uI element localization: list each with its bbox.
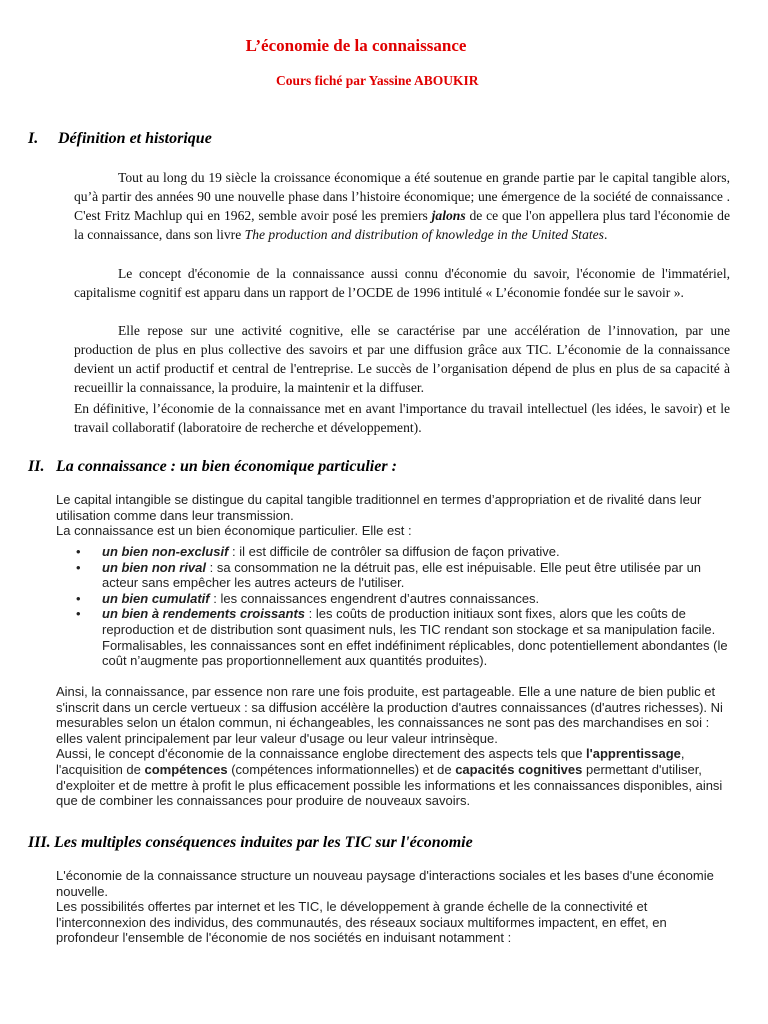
intro-text: Le capital intangible se distingue du capital tangible traditionnel en termes d’appropriation et de rivalité dans leur utilisation comme dans leur transmission. — [56, 492, 702, 523]
paragraph-text: Aussi, le concept d'économie de la connaissance englobe directement des aspects tels que — [56, 746, 587, 762]
bold-term-capacites: capacités cognitives — [455, 761, 583, 777]
paragraph-text: Le concept d'économie de la connaissance aussi connu d'économie du savoir, l'économie de l'immatériel, capitalisme cognitif est apparu dans un rapport de l’OCDE de 1996 intitulé « L’économie fondée sur le savoir ». — [74, 266, 730, 300]
list-item-text: : les coûts de production initiaux sont fixes, alors que les coûts de reproduction et de distribution sont quasiment nuls, les TIC rendant son stockage et sa manipulation facile. Formalisables, les connaissances sont en effet indéfiniment réplicables, donc potentiellement abondantes (le coût n’augmente pas proportionnellement aux quantités produites). — [102, 606, 728, 669]
emphasis-jalons: jalons — [431, 208, 466, 223]
section-2-heading — [28, 458, 397, 476]
section-3-heading — [28, 834, 473, 852]
list-item — [56, 591, 730, 607]
bullet-icon: • — [76, 544, 81, 559]
bullet-icon: • — [76, 590, 81, 606]
list-item-text: : il est difficile de contrôler sa diffusion de façon privative. — [228, 544, 560, 559]
list-item-term: un bien cumulatif — [102, 590, 210, 606]
list-item-term: un bien non rival — [102, 559, 207, 575]
section-1-title: Définition et historique — [58, 130, 212, 147]
list-item — [56, 606, 730, 668]
paragraph-text: de ce que l'on appellera plus tard l'économie de la connaissance, dans son livre — [74, 208, 731, 242]
list-item-text: : sa consommation ne la détruit pas, elle est inépuisable. Elle peut être utilisée par un acteur sans empêcher les autres acteurs de l'utiliser. — [102, 559, 702, 591]
paragraph-text: (compétences informationnelles) et de — [227, 761, 456, 777]
paragraph-text: Ainsi, la connaissance, par essence non rare une fois produite, est partageable. Elle a une nature de bien public et s'inscrit dans un cercle vertueux : sa diffusion accélère la production d'autres connaissances (d'autres richesses). Ni mesurables selon un étalon commun, ni échangeables, les connaissances ne sont pas des marchandises en soi : elles valent principalement par leur valeur d'usage ou leur valeur intrinsèque. — [56, 684, 723, 746]
characteristics-list — [56, 544, 730, 669]
bullet-icon: • — [76, 559, 81, 575]
paragraph-text: permettant d'utiliser, d'exploiter et de mettre à profit le plus efficacement possible les informations et les connaissances disponibles, ainsi que de combiner les connaissances pour produire de nouveaux savoirs. — [56, 761, 723, 809]
document-title: L’économie de la connaissance — [245, 36, 467, 55]
paragraph-text: Les possibilités offertes par internet et les TIC, le développement à grande échelle de la connectivité et l'interconnexion des individus, des communautés, des réseaux sociaux multiformes impactent, en effet, en profondeur l'ensemble de l'économie de nos sociétés en induisant notamment : — [56, 899, 667, 946]
section-1-paragraph-3 — [74, 321, 730, 397]
section-2-number: II. — [28, 458, 45, 475]
paragraph-text: , l'acquisition de — [56, 746, 685, 777]
paragraph-text: Elle repose sur une activité cognitive, elle se caractérise par une accélération de l’innovation, par une production de plus en plus collective des savoirs et par une diffusion grâce aux TIC. L’économie de la connaissance devient un actif productif et central de l'entreprise. Le succès de l’organisation dépend de plus en plus de sa capacité à recueillir la connaissance, la produire, la maintenir et la diffuser. — [74, 323, 730, 395]
section-1-paragraph-1 — [74, 168, 730, 244]
document-subtitle: Cours fiché par Yassine ABOUKIR — [276, 73, 479, 88]
section-3-body — [56, 868, 730, 946]
paragraph-text: En définitive, l’économie de la connaissance met en avant l'importance du travail intellectuel (les idées, le savoir) et le travail collaboratif (laboratoire de recherche et développement). — [74, 401, 730, 435]
paragraph-text: . — [603, 227, 608, 242]
intro-text: La connaissance est un bien économique particulier. Elle est : — [56, 523, 412, 539]
list-item-term: un bien à rendements croissants — [102, 606, 306, 622]
paragraph-text: L'économie de la connaissance structure un nouveau paysage d'interactions sociales et les bases d'une économie nouvelle. — [56, 868, 714, 899]
bullet-icon: • — [76, 606, 81, 622]
bold-term-apprentissage: l'apprentissage — [586, 746, 681, 762]
paragraph-concepts — [56, 746, 730, 808]
list-item-text: : les connaissances engendrent d’autres connaissances. — [209, 590, 540, 606]
list-item-term: un bien non-exclusif — [102, 544, 229, 559]
section-1-heading — [28, 130, 212, 148]
list-item — [56, 560, 730, 591]
section-3-title: Les multiples conséquences induites par les TIC sur l'économie — [54, 834, 473, 851]
section-3-number: III. — [28, 834, 51, 851]
paragraph-text: Tout au long du 19 siècle la croissance économique a été soutenue en grande partie par le capital tangible alors, qu’à partir des années 90 une nouvelle phase dans l’histoire économique; une émergence de la société de connaissance . C'est Fritz Machlup qui en 1962, semble avoir posé les premiers — [74, 170, 730, 223]
section-1-paragraph-4 — [74, 399, 730, 437]
section-2-title: La connaissance : un bien économique particulier : — [56, 458, 397, 475]
section-2-intro — [56, 492, 730, 539]
book-title: The production and distribution of knowledge in the United States — [244, 227, 604, 242]
section-1-number: I. — [28, 130, 39, 147]
section-1-paragraph-2 — [74, 264, 730, 302]
bold-term-competences: compétences — [144, 761, 228, 777]
list-item — [56, 544, 730, 560]
section-2-body — [56, 684, 730, 809]
